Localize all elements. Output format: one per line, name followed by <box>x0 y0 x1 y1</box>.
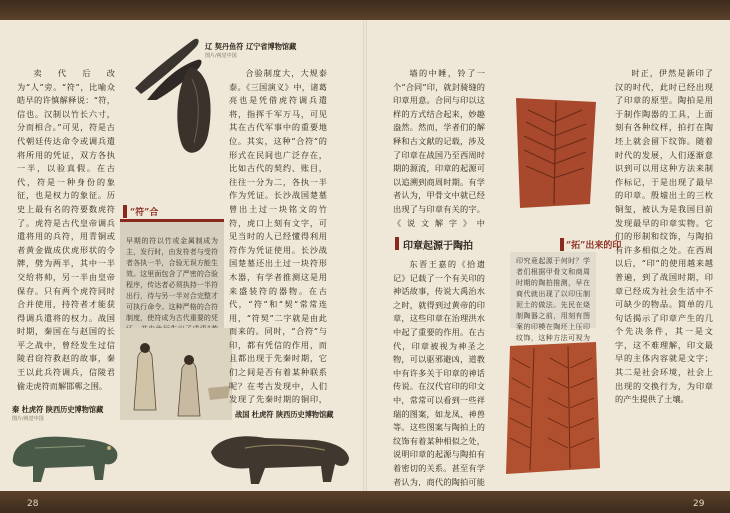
top-band <box>0 0 730 20</box>
tiger-tally-warring-image <box>205 422 355 492</box>
left-column-2: 合验制度大，大规泰泰。《三国演义》中，诸葛亮也是凭借虎符调兵遣将，指挥千军万马，可见其在古代军事中的重要地位。其实，这种“合符”的形式在民间也广泛存在，比如古代的契约、账目，往往一分为二，各执一半作为凭证。长沙战国楚墓曾出土过一块铭文的竹符，虎口上刻有文字，可见当时的人已经懂得利用符作为凭证使用。长沙战国楚墓还出土过一块符形木器，有学者推测这是用来盛装符的器物。在古代，“符”和“契”常常连用，“符契”二字就是由此而来的。同时，“合符”与印，都有凭信的作用，而且都出现于先秦时期，它们之间是否有着某种联系呢？在考古发现中，人们发现了先秦时期的铜印， <box>229 68 327 405</box>
figure-painting-image <box>120 328 232 420</box>
pottery-stamp-image-1 <box>508 92 603 212</box>
bottom-band <box>0 491 730 513</box>
sidebar-yin: 印究竟起源于何时？学者们根据甲骨文和商周时期的陶拍推测，早在商代就出现了以印压制泥土的做法。先民在烧制陶器之前，用刻有图案的印模在陶坯上压印纹饰，这种方法可视为 <box>510 252 596 328</box>
sidebar-yin-marker <box>560 238 564 251</box>
pottery-stamp-image-2 <box>500 338 605 478</box>
right-column-3: 时正，伊然是新印了汉的时代，此时已经出现了印章的原型。陶拍是用于制作陶器的工具，上面刻有各种纹样，拍打在陶坯上就会留下纹饰。随着时代的发展，人们逐渐意识到可以用这种方法来制作标记，于是出现了最早的印章。殷墟出土的三枚铜玺，被认为是我国目前发现最早的印章实物。它们的形制和纹饰，与陶拍有许多相似之处。在西周以后，“印”的使用越来越普遍，到了战国时期，印章已经成为社会生活中不可缺少的物品。简单的几句话揭示了印章产生的几个先决条件，其一是文字，这不难理解，印文最早的主体内容就是文字；其二是社会环境，社会上出现的交换行为，为印章的产生提供了土壤。 <box>615 68 713 405</box>
tiger-qin-caption: 秦 杜虎符 陕西历史博物馆藏 图片/视觉中国 <box>12 405 104 422</box>
page-gutter <box>363 20 367 491</box>
section-heading: 印章起源于陶拍 <box>403 241 473 252</box>
sidebar-fu: 早期的符以竹或金属制成为主，发行时，由发符者与受符者各执一半，合验无误方能生效。这里面包含了严密的合验程序，传达者必须执持一半符出行，待与另一半对合完整才可执行命令。这种严格的合符制度，使符成为古代重要的凭 <box>120 219 224 330</box>
fish-tally-caption: 辽 契丹鱼符 辽宁省博物馆藏 图片/视觉中国 <box>205 42 297 59</box>
tiger-warring-caption: 战国 杜虎符 陕西历史博物馆藏 <box>235 410 334 419</box>
section-marker <box>395 237 399 250</box>
right-column-2: 东晋王嘉的《拾遗记》记载了一个有关印的神话故事，传说大禹治水之时，就得到过黄帝的印章，这些印章在治理洪水中起了重要的作用。在古代，印章被视为神圣之物，可以驱邪避凶，道教中有许多关于印章的神话传说。在汉代官印的印文中，常常可以看到一些祥瑞的图案，如龙凤、神兽等。这些图案与陶拍上的纹饰有着某种相似之处，说明印章的起源与陶拍有着密切的关系。甚至有学者认为，商代的陶拍可能 <box>393 259 485 486</box>
page-number-left: 28 <box>27 499 39 509</box>
page-number-right: 29 <box>693 499 705 509</box>
tiger-tally-qin-image <box>5 418 125 488</box>
sidebar-yin-title: “拓”出来的印 <box>566 241 622 251</box>
fish-tally-image-2 <box>170 65 222 160</box>
left-column-1: 卖代后改为“人”旁。“符”，比喻众皓早的许慎解释说：“符，信也。汉制以竹长六寸，分而相合。”可见，符是古代朝廷传达命令或调兵遣将所用的凭证，双方各执一半，以验真假。在古代，符是一种身份的象征，也是权力的象征。历史上最有名的符要数虎符了。虎符是古代皇帝调兵遣将用的兵符，用青铜或者黄金做成伏虎形状的令牌，劈为两半，其中一半交给将帅，另一半由皇帝保存。只有两个虎符同时合并使用，持符者才能获得调兵遣将的权力。战国时期，秦国在与赵国的长平之战中，曾经发生过信陵君窃符救赵的故事，秦王以此兵符调兵，信陵君偷走虎符而解邯郸之围。 <box>17 68 115 391</box>
right-column-1: 墙的中睡，铃了一个“合同”印，就封骑缝的印章用意。合同与印以这样的方式结合起来，妙趣盎然。然而，学者们的解释和古文献的记载，涉及了印章在战国乃至西周时期的源流，印章的起源可以追溯到商周时期。有学者认为，甲骨文中就已经出现了与印章有关的字。《说文解字》中 <box>393 68 485 228</box>
sidebar-fu-marker <box>123 205 127 218</box>
sidebar-fu-title: “符”合 <box>130 208 159 218</box>
